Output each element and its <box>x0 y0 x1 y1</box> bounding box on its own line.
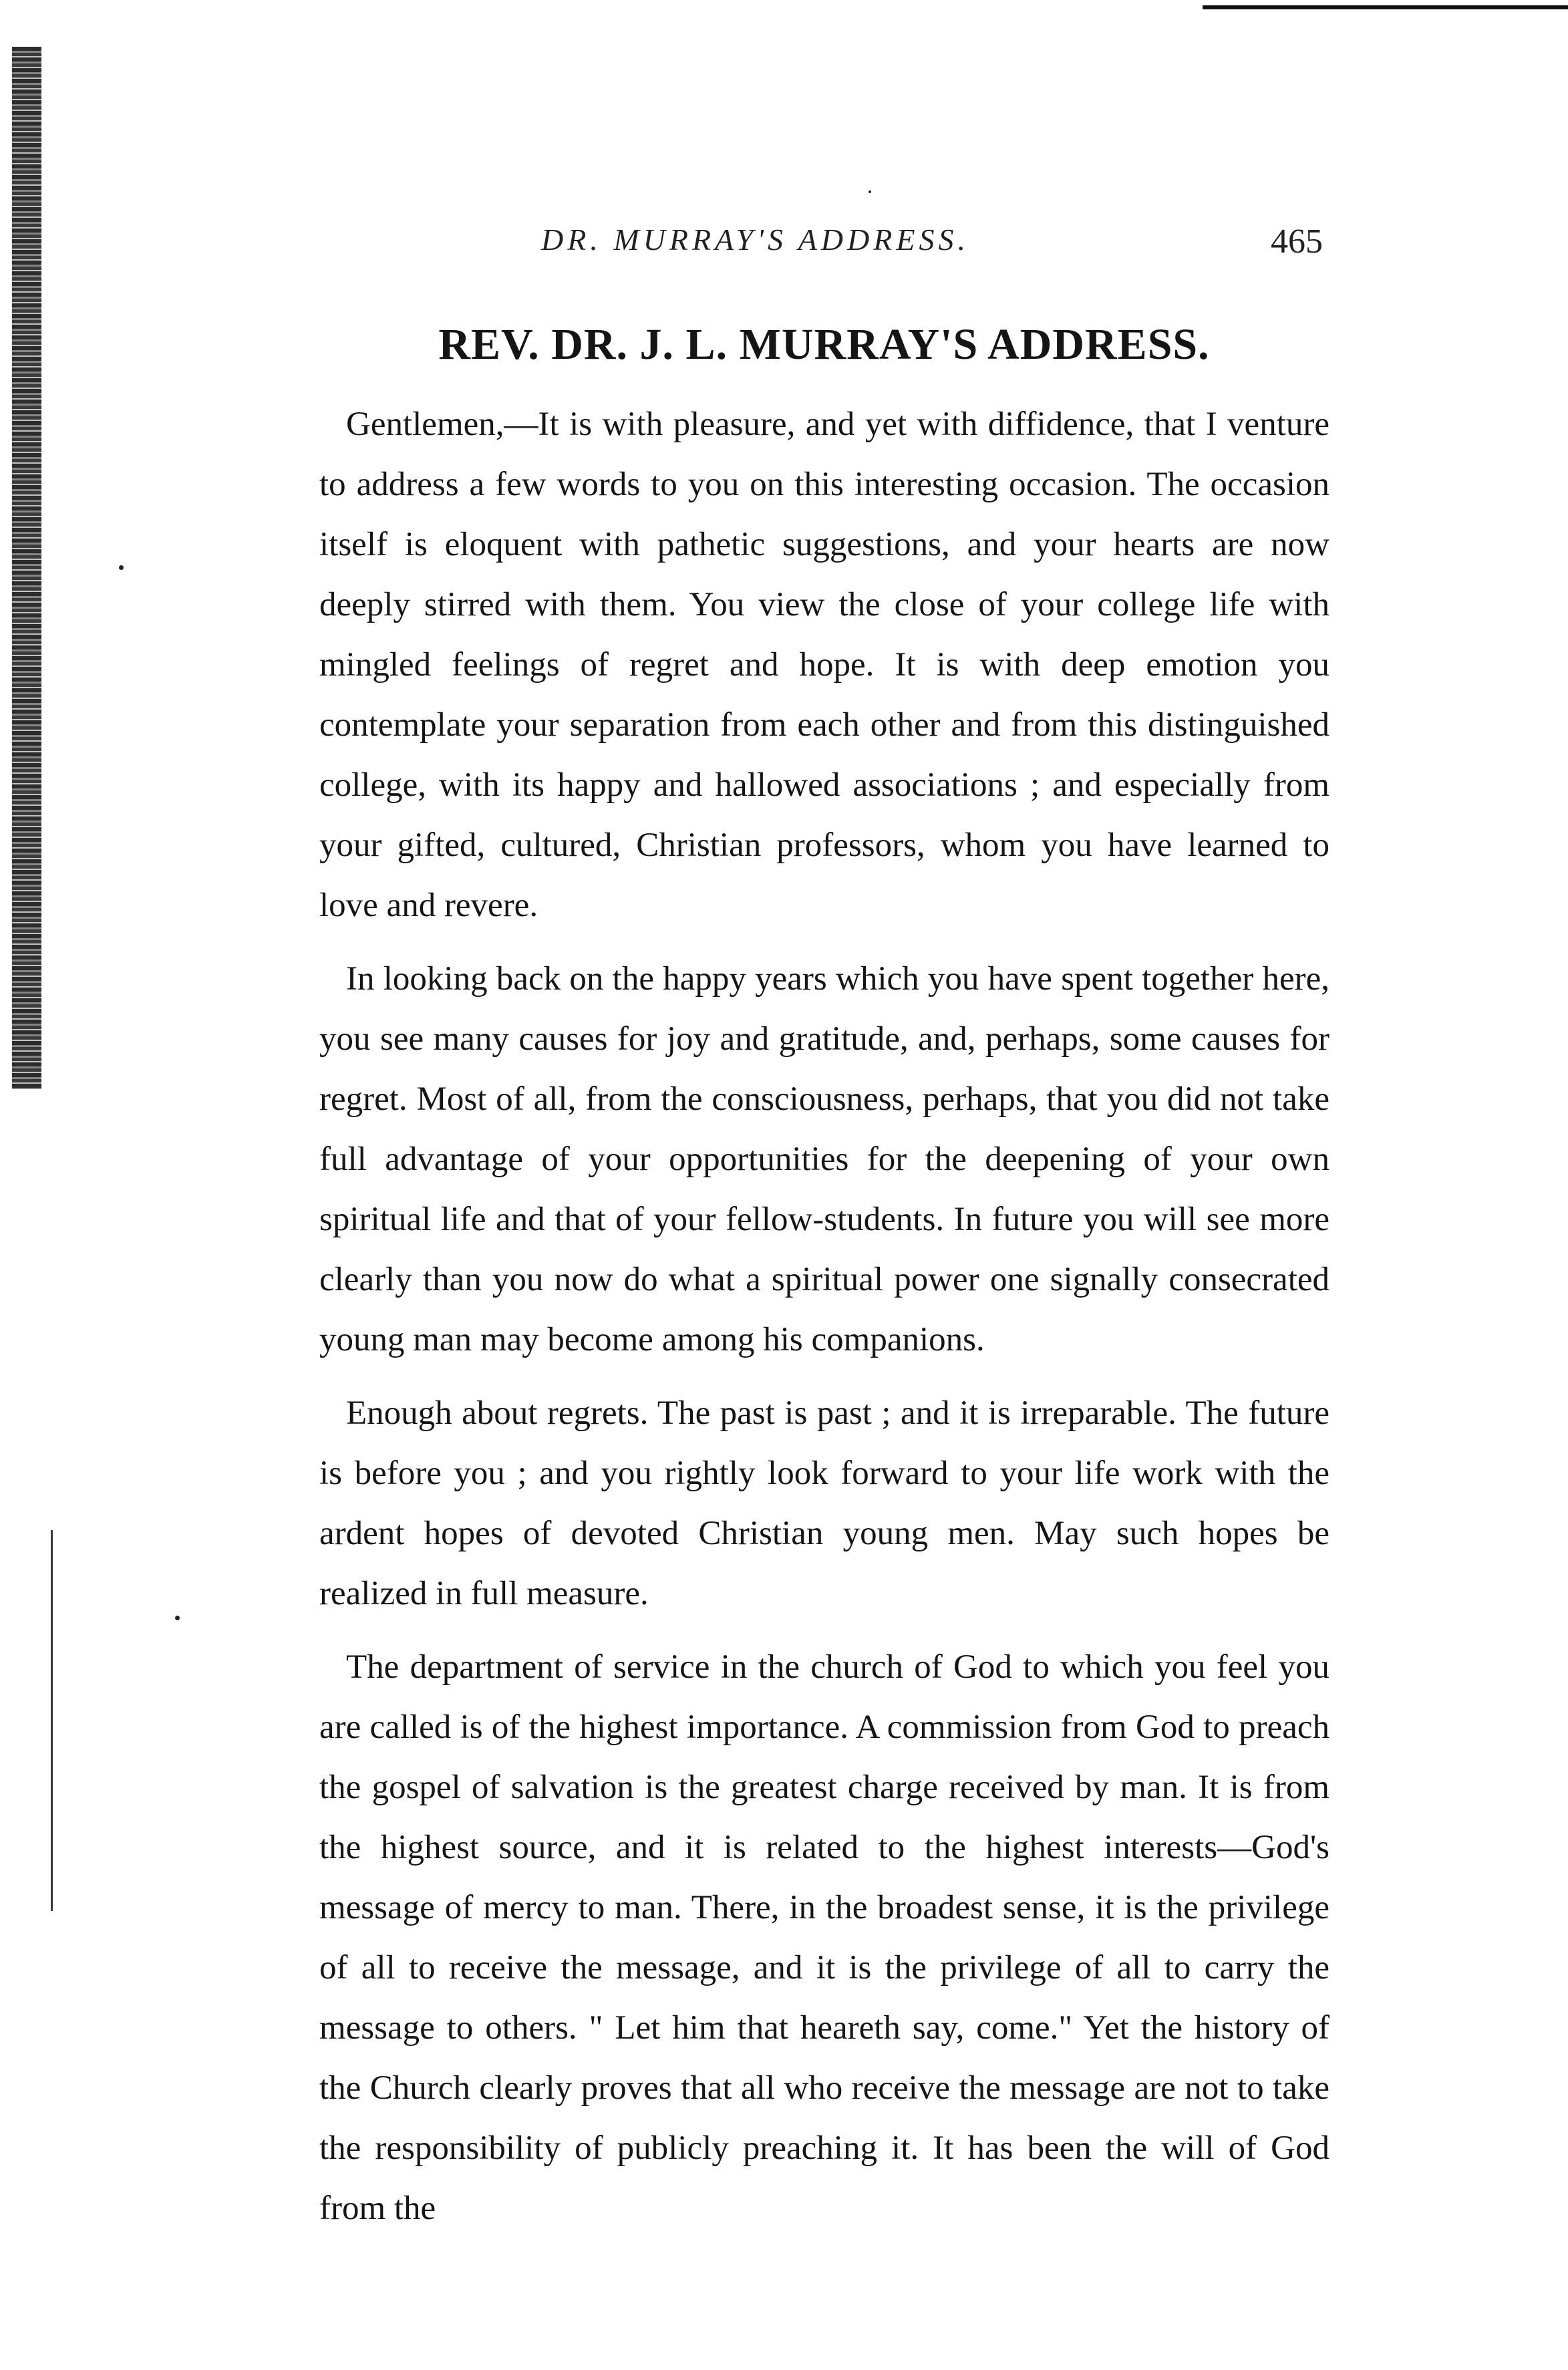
page-number: 465 <box>1271 223 1323 261</box>
binding-edge <box>12 47 41 1089</box>
paragraph: In looking back on the happy years which you have spent together here, you see many causes for joy and gratitude, and, perhaps, some causes for regret. Most of all, from the consciousness, perhaps, that you did not take full advantage of your opportunities for the deepening of your own spiritual life and that of your fellow-students. In future you will see more clearly than you now do what a spiritual power one signally consecrated young man may become among his companions. <box>319 960 1329 1358</box>
binding-edge-line <box>51 1530 53 1911</box>
top-edge-rule <box>1203 5 1568 9</box>
paragraph: Gentlemen,—It is with pleasure, and yet with diffidence, that I venture to address a few words to you on this interesting occasion. The occasion itself is eloquent with pathetic suggestions, and your hearts are now deeply stirred with them. You view the close of your college life with mingled feelings of regret and hope. It is with deep emotion you contemplate your separation from each other and from this distinguished college, with its happy and hallowed associations ; and especially from your gifted, cultured, Christian professors, whom you have learned to love and revere. <box>319 406 1329 924</box>
speck-mark <box>869 190 871 193</box>
paragraph: The department of service in the church of God to which you feel you are called is of the highest importance. A commission from God to preach the gospel of salvation is the greatest charge received by man. It is from the highest source, and it is related to the highest interests—God's message of mercy to man. There, in the broadest sense, it is the privilege of all to receive the message, and it is the privilege of all to carry the message to others. " Let him that heareth say, come." Yet the history of the Church clearly proves that all who receive the message are not to take the responsibility of publicly preaching it. It has been the will of God from the <box>319 1648 1329 2227</box>
address-title: REV. DR. J. L. MURRAY'S ADDRESS. <box>438 320 1210 369</box>
running-header <box>321 214 1323 274</box>
paragraph: Enough about regrets. The past is past ; and it is irreparable. The future is before you ; and you rightly look forward to your life work with the ardent hopes of devoted Christian young men. May such hopes be realized in full measure. <box>319 1394 1329 1612</box>
running-title: DR. MURRAY'S ADDRESS. <box>541 223 969 257</box>
body-text <box>319 394 1329 2238</box>
speck-mark <box>119 565 124 570</box>
speck-mark <box>175 1616 180 1620</box>
